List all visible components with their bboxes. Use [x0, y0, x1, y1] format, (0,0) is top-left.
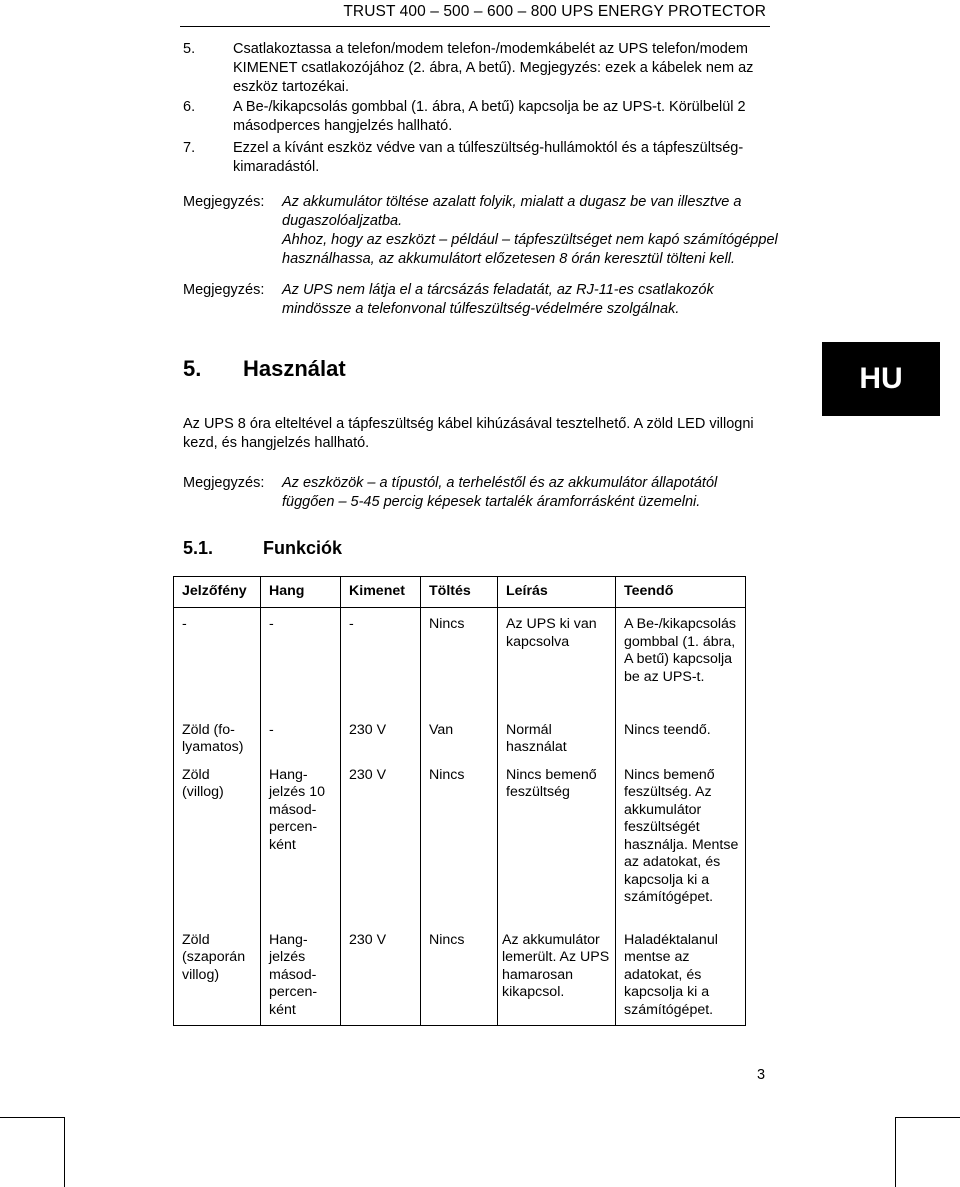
step-number: 7. — [183, 140, 196, 156]
table-cell: Zöld (szaporán villog) — [174, 930, 261, 1026]
table-cell: Normál használat — [498, 720, 616, 765]
note-line: Ahhoz, hogy az eszközt – például – tápfeszültséget nem kapó számítógéppel használhassa, az akkumulátort előzetesen 8 órán keresztül tölteni kell. — [282, 232, 778, 267]
table-cell: 230 V — [341, 720, 421, 765]
crop-mark-left-horizontal — [0, 1117, 64, 1118]
usage-paragraph: Az UPS 8 óra elteltével a tápfeszültség kábel kihúzásával tesztelhető. A zöld LED villogni kezd, és hangjelzés hallható. — [183, 416, 754, 451]
column-header: Kimenet — [341, 577, 421, 608]
table-cell: Zöld (fo-lyamatos) — [174, 720, 261, 765]
table-row — [174, 608, 746, 720]
note-label: Megjegyzés: — [183, 194, 265, 210]
table-cell: 230 V — [341, 930, 421, 1026]
subsection-title: Funkciók — [263, 538, 343, 558]
functions-table — [173, 576, 746, 1026]
column-header: Töltés — [421, 577, 498, 608]
table-row — [174, 720, 746, 765]
table-cell: Az akkumulátor lemerült. Az UPS hamarosan kikapcsol. — [498, 930, 616, 1026]
table-cell: Hang-jelzés másod-percen-ként — [261, 930, 341, 1026]
subsection-number: 5.1. — [183, 538, 214, 558]
column-header: Hang — [261, 577, 341, 608]
step-number: 6. — [183, 99, 196, 115]
table-cell: Hang-jelzés 10 másod-percen-ként — [261, 765, 341, 930]
table-cell: - — [261, 608, 341, 720]
table-cell: Nincs bemenő feszültség. Az akkumulátor feszültségét használja. Mentse az adatokat, és kapcsolja ki a számítógépet. — [616, 765, 746, 930]
table-row — [174, 765, 746, 930]
step-number: 5. — [183, 41, 196, 57]
table-cell: Nincs — [421, 930, 498, 1026]
crop-mark-left-vertical — [64, 1117, 65, 1187]
table-cell: Nincs — [421, 608, 498, 720]
table-cell: Az UPS ki van kapcsolva — [498, 608, 616, 720]
column-header: Teendő — [616, 577, 746, 608]
note-line: Az UPS nem látja el a tárcsázás feladatát, az RJ-11-es csatlakozók mindössze a telefonvonal túlfeszültség-védelmére szolgálnak. — [282, 282, 714, 317]
table-header-row — [174, 577, 746, 608]
table-cell: - — [341, 608, 421, 720]
language-tab: HU — [822, 342, 940, 416]
note-line: Az akkumulátor töltése azalatt folyik, mialatt a dugasz be van illesztve a dugaszolóaljzatba. — [282, 194, 742, 229]
note-line: Az eszközök – a típustól, a terheléstől és az akkumulátor állapotától függően – 5-45 percig képesek tartalék áramforrásként üzemelni. — [282, 475, 718, 510]
crop-mark-right-horizontal — [895, 1117, 960, 1118]
note-label: Megjegyzés: — [183, 282, 265, 298]
table-cell: A Be-/kikapcsolás gombbal (1. ábra, A betű) kapcsolja be az UPS-t. — [616, 608, 746, 720]
step-text: Csatlakoztassa a telefon/modem telefon-/modemkábelét az UPS telefon/modem KIMENET csatlakozójához (2. ábra, A betű). Megjegyzés: ezek a kábelek nem az eszköz tartozékai. — [233, 41, 754, 95]
step-text: A Be-/kikapcsolás gombbal (1. ábra, A betű) kapcsolja be az UPS-t. Körülbelül 2 másodperces hangjelzés hallható. — [233, 99, 746, 134]
page-number: 3 — [757, 1067, 766, 1083]
running-header: TRUST 400 – 500 – 600 – 800 UPS ENERGY PROTECTOR — [343, 3, 766, 20]
column-header: Leírás — [498, 577, 616, 608]
table-cell: Nincs teendő. — [616, 720, 746, 765]
header-rule — [180, 26, 770, 27]
table-row — [174, 930, 746, 1026]
step-text: Ezzel a kívánt eszköz védve van a túlfeszültség-hullámoktól és a tápfeszültség-kimaradástól. — [233, 140, 744, 175]
table-cell: Van — [421, 720, 498, 765]
table-cell: Haladéktalanul mentse az adatokat, és kapcsolja ki a számítógépet. — [616, 930, 746, 1026]
table-cell: - — [261, 720, 341, 765]
table-cell: 230 V — [341, 765, 421, 930]
column-header: Jelzőfény — [174, 577, 261, 608]
section-number: 5. — [183, 356, 202, 381]
note-label: Megjegyzés: — [183, 475, 265, 491]
table-cell: - — [174, 608, 261, 720]
table-cell: Nincs bemenő feszültség — [498, 765, 616, 930]
table-cell: Nincs — [421, 765, 498, 930]
table-cell: Zöld (villog) — [174, 765, 261, 930]
crop-mark-right-vertical — [895, 1117, 896, 1187]
section-title: Használat — [243, 356, 346, 381]
